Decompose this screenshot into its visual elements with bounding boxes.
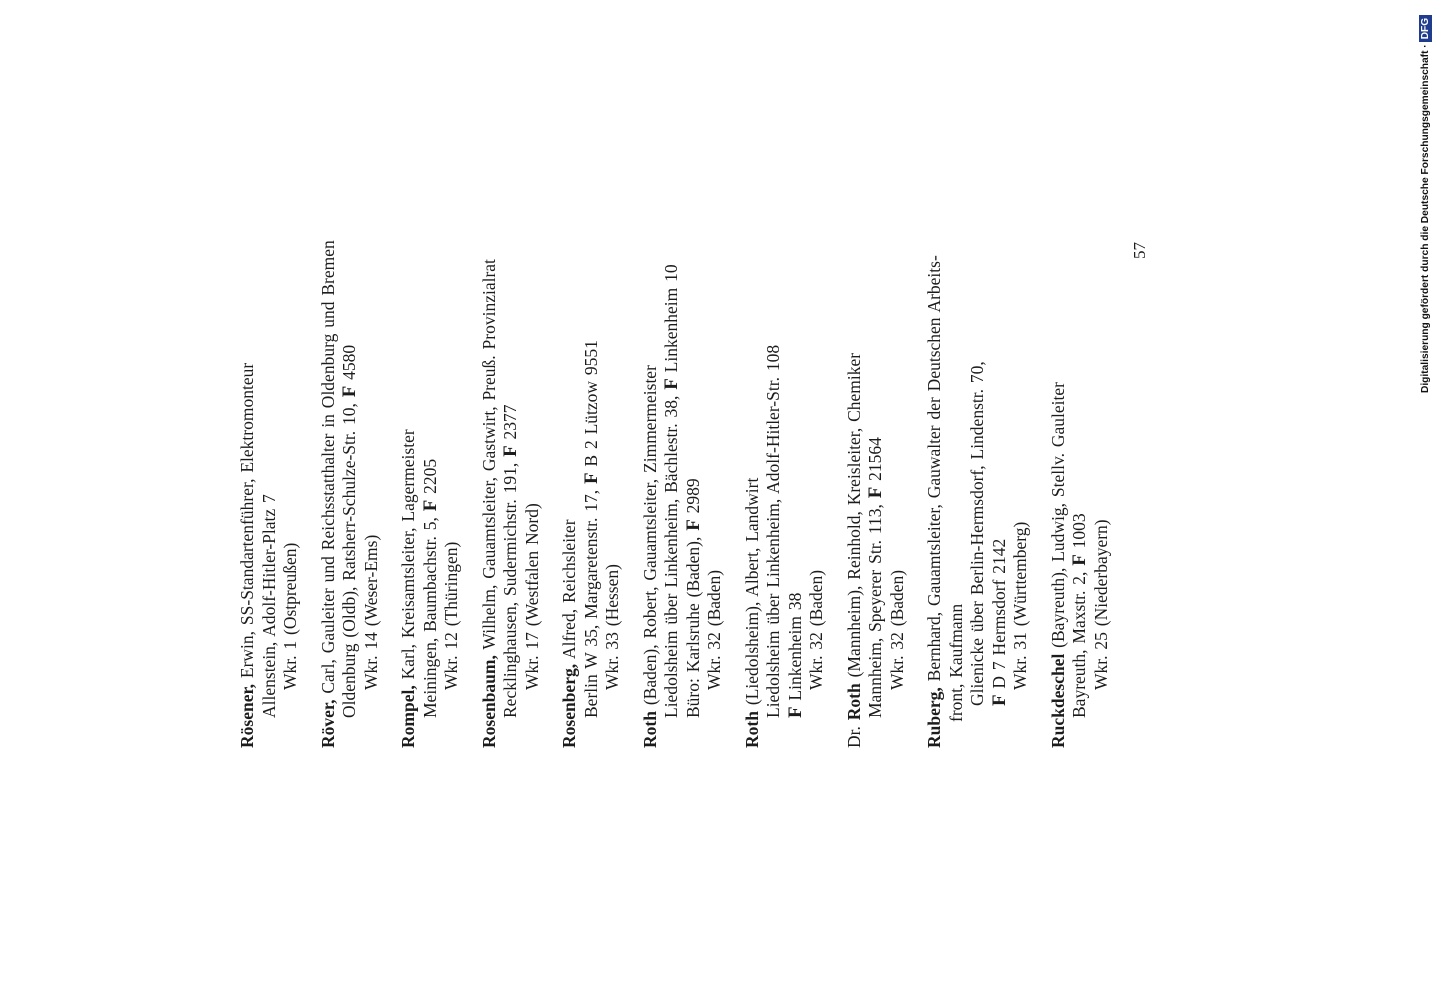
directory-page-text [237,208,1112,748]
entry-heading: (Liedolsheim), Albert, Landwirt [741,477,762,706]
entry-heading: (Mannheim), Reinhold, Kreisleiter, Chemiker [843,352,864,678]
entry-address-line: F D 7 Hermsdorf 2142 [988,538,1010,706]
entry-address-line: Berlin W 35, Margaretenstr. 17, F B 2 Lützow 9551 [580,340,602,718]
entry-district: Wkr. 14 (Weser-Ems) [360,534,381,690]
entry-district: Wkr. 25 (Niederbayern) [1090,519,1111,690]
entry-heading: Erwin, SS-Standartenführer, Elektromonteur [237,362,257,679]
entry-district: Wkr. 31 (Württemberg) [1010,521,1030,690]
entry-heading-line [398,208,420,748]
telephone-symbol: F [988,694,1010,706]
directory-entry [318,208,383,748]
entry-address-line: Meiningen, Baumbachstr. 5, F 2205 [419,458,441,718]
entry-name: Roth [741,711,762,748]
entry-address-line: Liedolsheim über Linkenheim, Adolf-Hitler-Str. 108 [763,344,783,718]
entry-district: Wkr. 32 (Baden) [806,569,826,690]
directory-entry [924,208,1032,748]
entry-heading-line [559,208,581,748]
entry-address-line: Glienicke über Berlin-Hermsdorf, Lindenstr. 70, [967,361,987,706]
entry-heading-line [742,208,764,748]
entry-address-line: Bayreuth, Maxstr. 2, F 1003 [1069,513,1090,718]
telephone-symbol: F [1069,554,1090,566]
digitization-credit [1419,15,1433,393]
entry-name: Roth [639,711,660,748]
entry-heading: (Bayreuth), Ludwig, Stellv. Gauleiter [1047,382,1068,648]
entry-heading-continuation: front, Kaufmann [945,603,966,722]
telephone-symbol: F [682,519,704,531]
directory-entry [237,208,302,748]
telephone-symbol: F [339,385,360,398]
entry-heading: (Baden), Robert, Gauamtsleiter, Zimmermeister [639,365,660,706]
dfg-logo: DFG [1419,15,1432,43]
directory-entry [559,208,624,748]
digitization-credit-text: Digitalisierung gefördert durch die Deutsche Forschungsgemeinschaft · [1420,44,1431,393]
entry-address-line: Büro: Karlsruhe (Baden), F 2989 [682,478,704,718]
entry-heading-line [479,208,501,748]
entry-name: Röver, [317,699,338,748]
entry-heading: Wilhelm, Gauamtsleiter, Gastwirt, Preuß. Provinzialrat [478,259,499,650]
entry-district: Wkr. 33 (Hessen) [602,564,622,690]
entry-district: Wkr. 17 (Westfalen Nord) [521,503,542,690]
entry-heading-line [237,208,259,748]
entry-heading-line [924,208,946,748]
directory-entry [742,208,828,748]
entry-heading-line [1048,208,1070,748]
entry-heading-line [844,208,866,748]
entry-name: Rösener, [237,683,257,748]
entry-name: Rompel, [398,685,418,748]
entry-address-line: Recklinghausen, Sudermichstr. 191, F 2377 [500,404,521,718]
entry-address-line: Allenstein, Adolf-Hitler-Platz 7 [258,494,279,718]
telephone-symbol: F [419,499,441,512]
directory-entry [640,208,726,748]
entry-name: Rosenbaum, [478,655,499,748]
page-number: 57 [1130,242,1149,259]
entry-title-prefix: Dr. [843,726,864,748]
entry-name: Ruckdeschel [1047,653,1068,748]
telephone-symbol: F [784,706,806,718]
entry-district: Wkr. 32 (Baden) [886,569,907,690]
entry-heading: Bernhard, Gauamtsleiter, Gauwalter der Deutschen Arbeits- [924,255,944,682]
telephone-symbol: F [580,472,602,484]
entry-name: Roth [843,683,864,721]
entry-heading: Karl, Kreisamtsleiter, Lagermeister [398,429,418,680]
directory-entry [479,208,544,748]
entry-district: Wkr. 12 (Thüringen) [441,541,461,690]
entry-address-line: Liedolsheim über Linkenheim, Bächlestr. 38, F Linkenheim 10 [661,264,682,718]
telephone-symbol: F [865,486,886,499]
entry-heading-line [318,208,340,748]
telephone-symbol: F [500,445,521,457]
directory-entry [398,208,463,748]
entry-name: Ruberg, [924,687,944,748]
entry-heading-line [640,208,662,748]
telephone-symbol: F [661,378,682,390]
entry-district: Wkr. 32 (Baden) [704,569,724,690]
entry-name: Rosenberg, [559,663,579,748]
directory-entry [844,208,909,748]
entry-address-line: Mannheim, Speyerer Str. 113, F 21564 [865,437,886,718]
entry-district: Wkr. 1 (Ostpreußen) [280,542,300,690]
entry-address-line: F Linkenheim 38 [784,592,806,718]
entry-heading: Alfred, Reichsleiter [559,519,579,659]
entry-heading: Carl, Gauleiter und Reichsstatthalter in Oldenburg und Bremen [317,240,338,694]
entry-address-line: Oldenburg (Oldb), Ratsherr-Schulze-Str. 10, F 4580 [339,344,360,718]
directory-entry [1048,208,1113,748]
